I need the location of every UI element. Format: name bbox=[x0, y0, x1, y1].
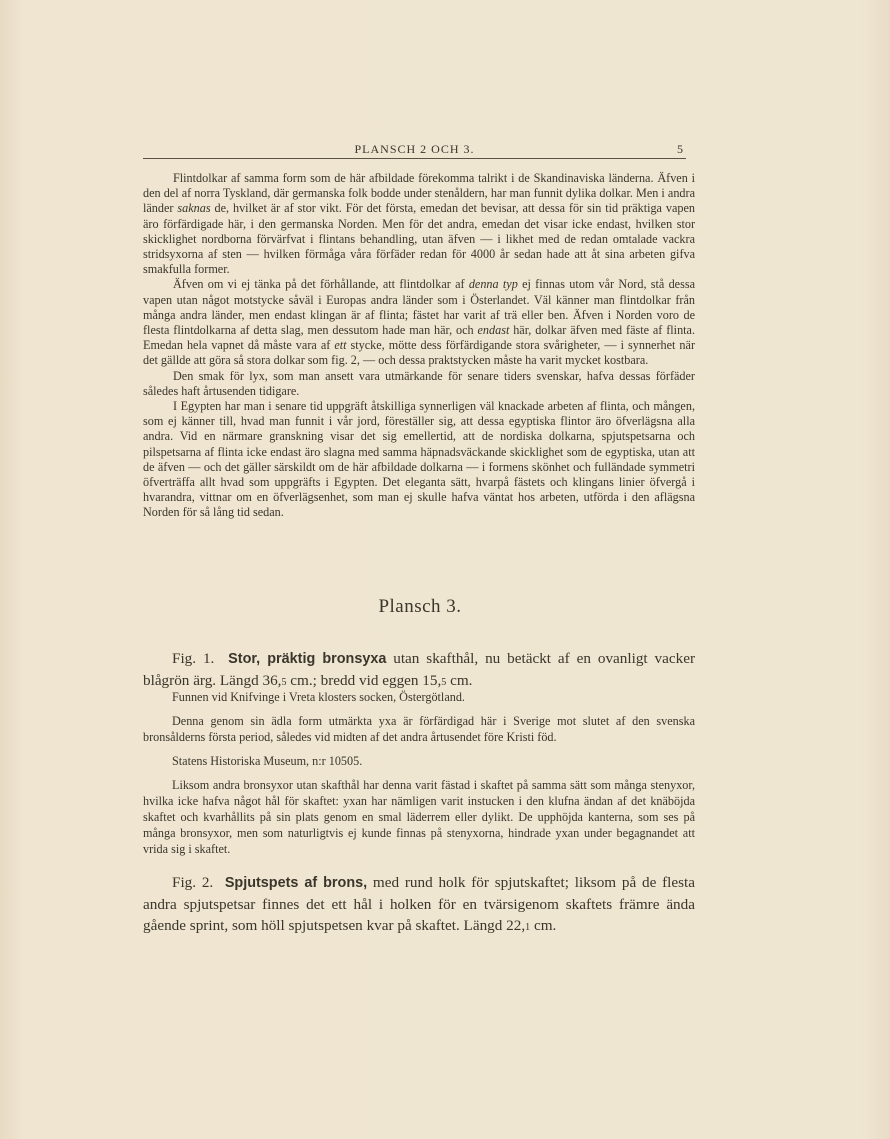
intro-text bbox=[143, 171, 695, 521]
intro-paragraph bbox=[143, 399, 695, 521]
fig1-heading bbox=[143, 648, 695, 693]
emphasis: saknas bbox=[177, 201, 211, 216]
header-rule bbox=[143, 158, 686, 159]
fig2-desc-b: cm. bbox=[530, 917, 557, 934]
intro-paragraph bbox=[143, 277, 695, 368]
fig1-details bbox=[143, 689, 695, 865]
fig1-sub1: 5 bbox=[281, 677, 287, 688]
fig2-label: Fig. 2. bbox=[172, 874, 214, 891]
fig2-heading bbox=[143, 872, 695, 938]
text-run: Flintdolkar af samma form som de här afbildade förekomma talrikt i de Skandinaviska länderna. Äfven i den del af norra Tyskland, där germanska folk bodde under stenåldern, har man funnit dylika dolkar. Men i andra länder bbox=[143, 171, 695, 216]
intro-paragraph bbox=[143, 171, 695, 277]
fig2-sub1: 1 bbox=[525, 922, 531, 933]
text-run: här, dolkar äfven med fäste af flinta. Emedan hela vapnet då måste vara af bbox=[143, 323, 696, 353]
fig1-label: Fig. 1. bbox=[172, 650, 215, 667]
fig1-dating: Denna genom sin ädla form utmärkta yxa är förfärdigad här i Sverige mot slutet af den svenska bronsålderns första period, således vid midten af det andra årtusendet före Kristi föd. bbox=[143, 714, 695, 744]
fig1-hafting: Liksom andra bronsyxor utan skafthål har denna varit fästad i skaftet på samma sätt som många stenyxor, hvilka icke hafva något hål för skaftet: yxan har nämligen varit instucken i den klufna ändan af det knäböjda skaftet och kvarhållits på sin plats genom en smal läderrem eller dylikt. De upphöjda kanterna, som ses på många bronsyxor, men som naturligtvis ej kunde finnas på stenyxorna, hindrade yxan under begagnandet att vrida sig i skaftet. bbox=[143, 778, 695, 856]
emphasis: endast bbox=[477, 323, 510, 338]
text-run: de, hvilket är af stor vikt. För det första, emedan det bevisar, att dessa för sin tid präktiga vapen äro förfärdigade här, i den germanska Norden. Men för det andra, emedan det visar icke endast, hvilken stor skicklighet nordborna förvärfvat i flintans behandling, utan äfven — i likhet med de redan omtalade vackra stridsyxorna af sten — hvilken förmåga våra förfäder redan för 4000 år sedan hade att åt sina arbeten gifva smakfulla former. bbox=[143, 201, 696, 277]
fig1-desc-a: utan skafthål, nu betäckt af en ovanligt vacker blågrön ärg. Längd 36, bbox=[143, 650, 696, 689]
page-number: 5 bbox=[677, 142, 684, 156]
emphasis: ett bbox=[334, 338, 347, 353]
section-title: Plansch 3. bbox=[378, 596, 462, 617]
fig1-name: Stor, präktig bronsyxa bbox=[228, 651, 387, 667]
fig1-sub2: 5 bbox=[441, 677, 447, 688]
text-run: stycke, mötte dess förfärdigande stora svårigheter, — i synnerhet när det gällde att göra så stora dolkar som fig. 2, — och dessa praktstycken måste ha varit mycket kostbara. bbox=[143, 338, 695, 368]
fig2-desc-a: med rund holk för spjutskaftet; liksom på de flesta andra spjutspetsar finnes det ett hål i holken för en tvärsigenom skaftets främre ända gående sprint, som höll spjutspetsen kvar på skaftet. Längd 22, bbox=[143, 874, 696, 934]
text-run: ej finnas utom vår Nord, stå dessa vapen utan något motstycke såväl i Europas andra länder som i Österlandet. Väl känner man flintdolkar från många andra länder, men endast klingan är af flinta; fästet har varit af trä eller ben. Äfven i Norden voro de flesta flintdolkarna af detta slag, men dessutom hade man här, och bbox=[143, 277, 695, 338]
text-run: Äfven om vi ej tänka på det förhållande, att flintdolkar af bbox=[173, 277, 469, 292]
header-title: PLANSCH 2 OCH 3. bbox=[354, 142, 475, 156]
emphasis: denna typ bbox=[468, 277, 518, 292]
intro-paragraph bbox=[143, 369, 695, 399]
text-run: Den smak för lyx, som man ansett vara utmärkande för senare tiders svenskar, hafva dessas förfäder således haft årtusenden tidigare. bbox=[143, 368, 695, 398]
fig1-desc-c: cm. bbox=[446, 672, 473, 689]
fig2-name: Spjutspets af brons, bbox=[224, 875, 368, 891]
fig1-find: Funnen vid Knifvinge i Vreta klosters socken, Östergötland. bbox=[172, 690, 465, 704]
text-run: I Egypten har man i senare tid uppgräft åtskilliga synnerligen väl knackade arbeten af flinta, och mången, som ej känner till, hvad man funnit i vår jord, föreställer sig, att dessa egyptiska flintor äro öfverlägsna alla andra. Vid en närmare granskning visar det sig emellertid, att de nordiska dolkarna, spjutspetsarna och pilspetsarna af flinta icke endast äro slagna med samma häpnadsväckande skicklighet som de egyptiska, utan att de äfven — och det gäller särskildt om de här afbildade dolkarna — i formens skönhet och fulländade symmetri öfverträffa allt hvad som uppgräfts i Egypten. Det eleganta sätt, hvarpå fästets och klingans linier öfvergå i hvarandra, vittnar om en öfverlägsenhet, som man ej skulle hafva väntat hos arbeten, utförda i den aflägsna Norden för så lång tid sedan. bbox=[143, 399, 695, 520]
fig1-museum: Statens Historiska Museum, n:r 10505. bbox=[172, 754, 363, 768]
fig1-desc-b: cm.; bredd vid eggen 15, bbox=[286, 672, 442, 689]
